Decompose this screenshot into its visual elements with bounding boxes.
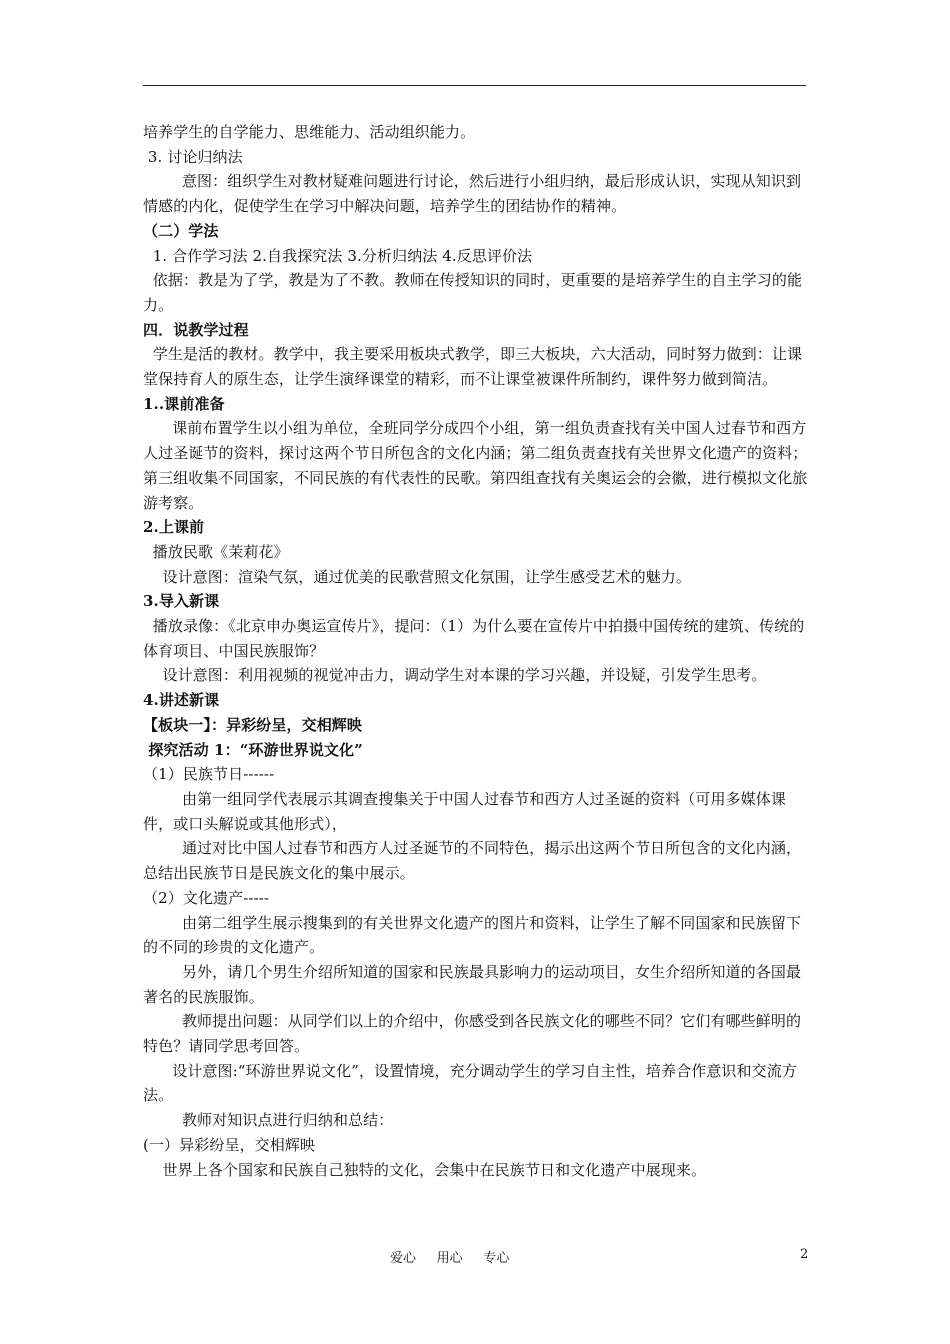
paragraph: 由第二组学生展示搜集到的有关世界文化遗产的图片和资料，让学生了解不同国家和民族留下的不同的珍贵的文化遗产。 [143,913,802,957]
block-heading: 【板块一】：异彩纷呈，交相辉映 [143,715,363,734]
text-line: （1）民族节日------ [143,765,275,784]
text-line: 教师对知识点进行归纳和总结： [143,1111,394,1130]
text-line: (一）异彩纷呈，交相辉映 [143,1135,316,1154]
text-line: （2）文化遗产----- [143,888,270,907]
paragraph: 学生是活的教材。教学中，我主要采用板块式教学，即三大板块，六大活动，同时努力做到：让课堂保持育人的原生态，让学生演绎课堂的精彩，而不让课堂被课件所制约，课件努力做到简洁。 [143,345,803,389]
subheading-introduction: 3.导入新课 [143,592,220,611]
subheading-new-lesson: 4.讲述新课 [143,691,220,710]
page-number: 2 [800,1247,809,1262]
paragraph: 由第一组同学代表展示其调查搜集关于中国人过春节和西方人过圣诞的资料（可用多媒体课件，或口头解说或其他形式）， [143,789,786,833]
section-heading-teaching-process: 四．说教学过程 [143,320,249,339]
document-body [143,120,808,1182]
text-line: 世界上各个国家和民族自己独特的文化，会集中在民族节日和文化遗产中展现来。 [143,1160,707,1179]
paragraph: 设计意图:“环游世界说文化”，设置情境，充分调动学生的学习自主性，培养合作意识和交流方法。 [143,1061,797,1105]
paragraph: 课前布置学生以小组为单位，全班同学分成四个小组，第一组负责查找有关中国人过春节和西方人过圣诞节的资料，探讨这两个节日所包含的文化内涵；第二组负责查找有关世界文化遗产的资料；第三组收集不同国家，不同民族的有代表性的民歌。第四组查找有关奥运会的会徽，进行模拟文化旅游考察。 [143,419,808,512]
text-line: 培养学生的自学能力、思维能力、活动组织能力。 [143,123,476,141]
paragraph: 另外，请几个男生介绍所知道的国家和民族最具影响力的运动项目，女生介绍所知道的各国最著名的民族服饰。 [143,962,802,1006]
paragraph: 通过对比中国人过春节和西方人过圣诞节的不同特色，揭示出这两个节日所包含的文化内涵，总结出民族节日是民族文化的集中展示。 [143,839,802,883]
text-line: 播放民歌《茉莉花》 [143,542,289,561]
header-rule [143,85,806,86]
text-line: 1. 合作学习法 2.自我探究法 3.分析归纳法 4.反思评价法 [143,246,533,265]
subheading-before-class: 2.上课前 [143,518,205,537]
method-heading-3: 3. 讨论归纳法 [143,147,243,166]
footer-motto: 爱心 用心 专心 [390,1251,510,1266]
text-line: 设计意图：渲染气氛，通过优美的民歌营照文化氛围，让学生感受艺术的魅力。 [143,567,691,586]
paragraph: 播放录像：《北京申办奥运宣传片》，提问：（1）为什么要在宣传片中拍摄中国传统的建筑、传统的体育项目、中国民族服饰？ [143,617,805,660]
activity-heading: 探究活动 1：“环游世界说文化” [143,740,363,759]
section-heading-study-method: （二）学法 [143,221,219,240]
subheading-preparation: 1..课前准备 [143,394,225,413]
paragraph: 依据：教是为了学，教是为了不教。教师在传授知识的同时，更重要的是培养学生的自主学习的能力。 [143,271,803,314]
text-line: 设计意图：利用视频的视觉冲击力，调动学生对本课的学习兴趣，并设疑，引发学生思考。 [143,666,767,685]
paragraph: 意图：组织学生对教材疑难问题进行讨论，然后进行小组归纳，最后形成认识，实现从知识到情感的内化，促使学生在学习中解决问题，培养学生的团结协作的精神。 [143,172,802,216]
paragraph: 教师提出问题：从同学们以上的介绍中，你感受到各民族文化的哪些不同？它们有哪些鲜明的特色？请同学思考回答。 [143,1012,802,1056]
